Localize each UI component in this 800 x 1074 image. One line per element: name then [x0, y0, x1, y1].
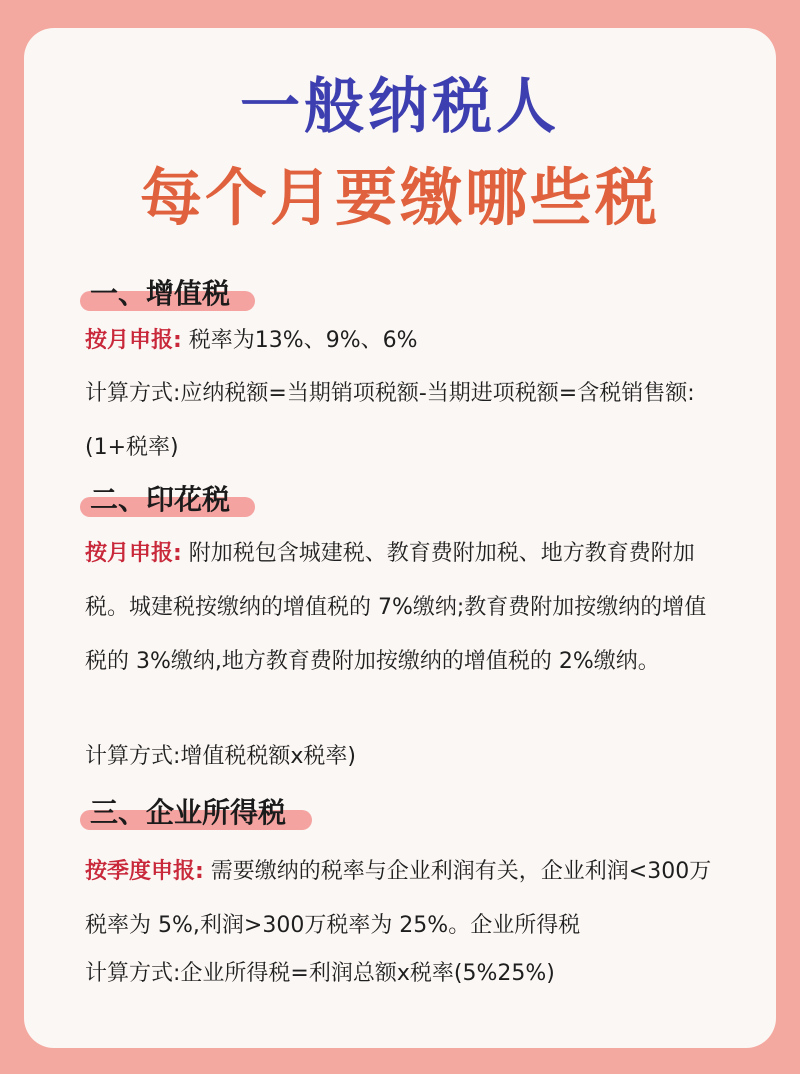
section-stamp-report	[85, 527, 725, 689]
report-text: 税率为13%、9%、6%	[181, 328, 418, 353]
section-cit-calc: 计算方式:企业所得税=利润总额x税率(5%25%)	[85, 961, 555, 986]
report-text: 需要缴纳的税率与企业利润有关，企业利润<300万税率为 5%,利润>300万税率为 25%。企业所得税	[85, 859, 712, 938]
section-cit-report	[85, 845, 725, 953]
section-vat-report	[85, 314, 725, 368]
report-label: 按月申报:	[85, 328, 182, 353]
title-line-1: 一般纳税人	[240, 72, 560, 142]
section-vat-calc: 计算方式:应纳税额=当期销项税额-当期进项税额=含税销售额:(1+税率)	[85, 381, 695, 460]
section-stamp-calc: 计算方式:增值税税额x税率)	[85, 744, 357, 769]
report-label: 按季度申报:	[85, 859, 204, 884]
title-line-2: 每个月要缴哪些税	[139, 161, 660, 234]
report-text: 附加税包含城建税、教育费附加税、地方教育费附加税。城建税按缴纳的增值税的 7%缴纳;教育费附加按缴纳的增值税的 3%缴纳,地方教育费附加按缴纳的增值税的 2%缴纳。	[85, 541, 707, 674]
section-heading-cit: 三、企业所得税	[90, 796, 287, 829]
section-heading-stamp: 二、印花税	[90, 483, 231, 516]
section-heading-vat: 一、增值税	[90, 277, 231, 310]
report-label: 按月申报:	[85, 541, 182, 566]
